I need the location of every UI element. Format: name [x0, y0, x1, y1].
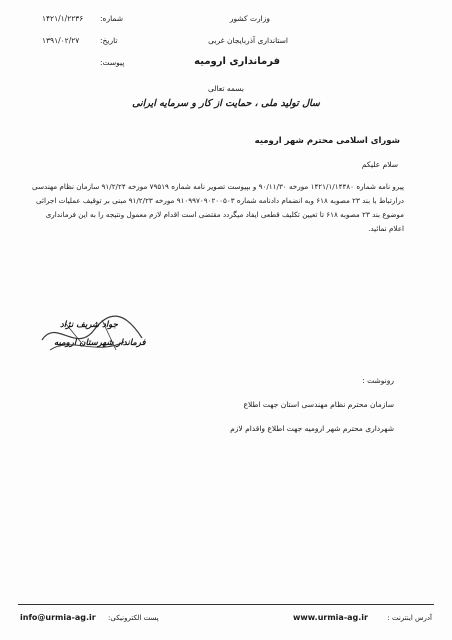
footer-divider — [18, 604, 434, 605]
recipient: شورای اسلامی محترم شهر ارومیه — [254, 136, 400, 146]
body-line: پیرو نامه شماره ۱۴۲۱/۱/۱۴۴۸۰ مورخه ۹۰/۱۱/۳۰ و بپیوست تصویر نامه شماره ۷۹۵۱۹ مورخه ۹۱/۲/۲۴ سازمان نظام مهندسی — [32, 182, 404, 191]
email-link[interactable]: info@urmia-ag.ir — [20, 613, 96, 622]
email-label: پست الکترونیکی: — [108, 614, 159, 622]
website-link[interactable]: www.urmia-ag.ir — [293, 613, 368, 622]
province-name: استانداری آذربایجان غربی — [208, 36, 288, 45]
signature-scribble-icon — [36, 310, 148, 360]
address-label: آدرس اینترنت : — [387, 614, 432, 622]
date-label: تاریخ: — [100, 36, 118, 45]
cc-item: شهرداری محترم شهر ارومیه جهت اطلاع واقدام لازم — [230, 424, 394, 433]
bismillah: بسمه تعالی — [207, 84, 245, 93]
signatory-title: فرماندار شهرستان ارومیه — [54, 338, 146, 348]
body-line: اعلام نمائید. — [368, 224, 404, 233]
greeting: سلام علیکم — [361, 160, 398, 169]
ministry-name: وزارت کشور — [229, 14, 270, 23]
number-value: ۱۴۲۱/۱/۲۲۳۶ — [42, 14, 84, 23]
number-label: شماره: — [100, 14, 123, 23]
body-line: درارتباط با بند ۲۳ مصوبه ۶۱۸ وبه انضمام دادنامه شماره ۹۱۰۹۹۷۰۹۰۲۰۰۵۰۳ مورخه ۹۱/۲/۲۳ مبنی بر توقیف عملیات اجرائی — [35, 196, 404, 205]
office-name: فرمانداری ارومیه — [194, 56, 280, 67]
cc-label: رونوشت : — [362, 376, 394, 385]
date-value: ۱۳۹۱/۰۲/۲۷ — [42, 36, 80, 45]
year-slogan: سال تولید ملی ، حمایت از کار و سرمایه ایرانی — [132, 98, 320, 109]
signatory-name: جواد شریف نژاد — [60, 320, 118, 330]
attachment-label: پیوست: — [100, 58, 125, 67]
cc-item: سازمان محترم نظام مهندسی استان جهت اطلاع — [243, 400, 394, 409]
body-line: موضوع بند ۲۳ مصوبه ۶۱۸ تا تعیین تکلیف قطعی ایفاد میگردد مقتضی است اقدام لازم معمول ونتیجه را به این فرمانداری — [45, 210, 404, 219]
